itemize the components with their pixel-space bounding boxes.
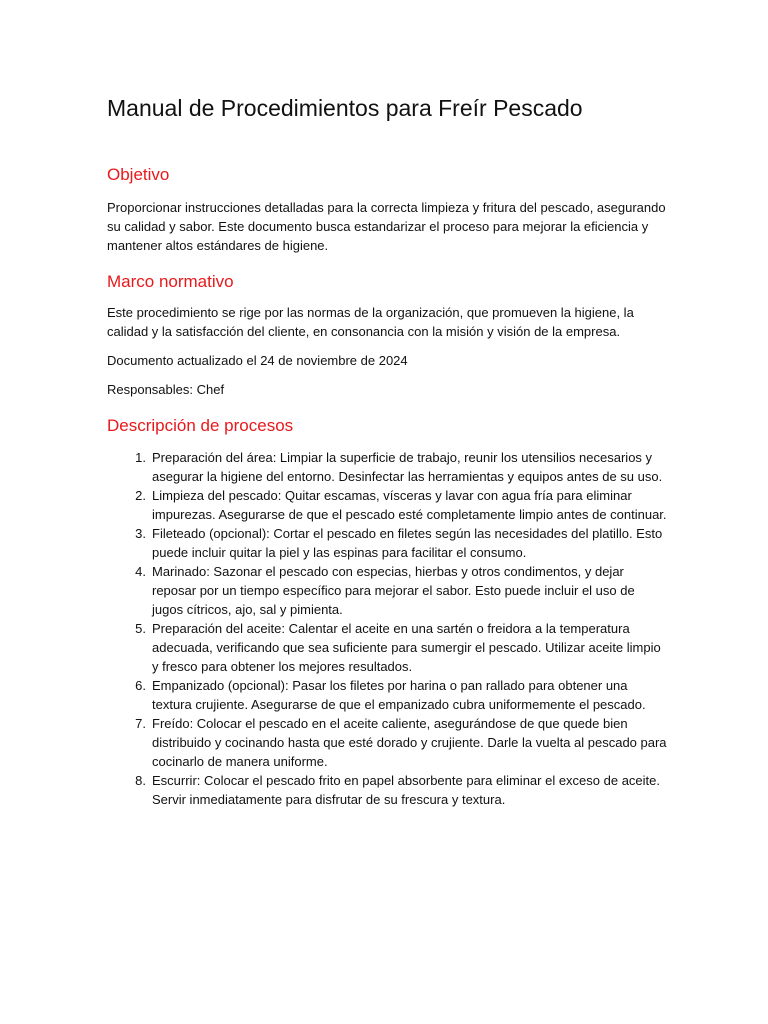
step-text: Preparación del área: Limpiar la superficie de trabajo, reunir los utensilios necesarios y asegurar la higiene del entorno. Desinfectar las herramientas y equipos antes de su uso. <box>152 450 663 484</box>
marco-normativo-paragraph: Este procedimiento se rige por las normas de la organización, que promueven la higiene, la calidad y la satisfacción del cliente, en consonancia con la misión y visión de la empresa. <box>107 305 634 339</box>
step-text: Preparación del aceite: Calentar el aceite en una sartén o freidora a la temperatura adecuada, verificando que sea suficiente para sumergir el pescado. Utilizar aceite limpio y fresco para obtener los mejores resultados. <box>152 621 661 674</box>
step-number: 2. <box>135 488 146 503</box>
step-number: 6. <box>135 678 146 693</box>
step-number: 3. <box>135 526 146 541</box>
step-number: 7. <box>135 716 146 731</box>
process-step <box>107 771 668 809</box>
process-step <box>107 448 668 486</box>
descripcion-procesos-heading: Descripción de procesos <box>107 416 294 435</box>
step-number: 8. <box>135 773 146 788</box>
step-number: 1. <box>135 450 146 465</box>
objetivo-heading: Objetivo <box>107 165 170 184</box>
step-number: 4. <box>135 564 146 579</box>
update-date-text: Documento actualizado el 24 de noviembre de 2024 <box>107 353 408 368</box>
process-step <box>107 676 668 714</box>
step-text: Limpieza del pescado: Quitar escamas, vísceras y lavar con agua fría para eliminar impurezas. Asegurarse de que el pescado esté completamente limpio antes de continuar. <box>152 488 667 522</box>
process-step <box>107 619 668 676</box>
step-text: Freído: Colocar el pescado en el aceite caliente, asegurándose de que quede bien distribuido y cocinando hasta que esté dorado y crujiente. Darle la vuelta al pescado para cocinarlo de manera uniforme. <box>152 716 667 769</box>
process-step <box>107 562 668 619</box>
process-step <box>107 714 668 771</box>
process-step <box>107 486 668 524</box>
responsables-text: Responsables: Chef <box>107 382 225 397</box>
objetivo-paragraph: Proporcionar instrucciones detalladas para la correcta limpieza y fritura del pescado, asegurando su calidad y sabor. Este documento busca estandarizar el proceso para mejorar la eficiencia y mantener altos estándares de higiene. <box>107 200 666 253</box>
step-text: Empanizado (opcional): Pasar los filetes por harina o pan rallado para obtener una textura crujiente. Asegurarse de que el empanizado cubra uniformemente el pescado. <box>152 678 646 712</box>
step-text: Fileteado (opcional): Cortar el pescado en filetes según las necesidades del platillo. Esto puede incluir quitar la piel y las espinas para facilitar el consumo. <box>152 526 663 560</box>
step-number: 5. <box>135 621 146 636</box>
marco-normativo-heading: Marco normativo <box>107 272 234 291</box>
step-text: Marinado: Sazonar el pescado con especias, hierbas y otros condimentos, y dejar reposar por un tiempo específico para mejorar el sabor. Esto puede incluir el uso de jugos cítricos, ajo, sal y pimienta. <box>152 564 635 617</box>
step-text: Escurrir: Colocar el pescado frito en papel absorbente para eliminar el exceso de aceite. Servir inmediatamente para disfrutar de su frescura y textura. <box>152 773 660 807</box>
process-steps-list <box>107 448 668 809</box>
document-title: Manual de Procedimientos para Freír Pescado <box>107 95 583 121</box>
process-step <box>107 524 668 562</box>
